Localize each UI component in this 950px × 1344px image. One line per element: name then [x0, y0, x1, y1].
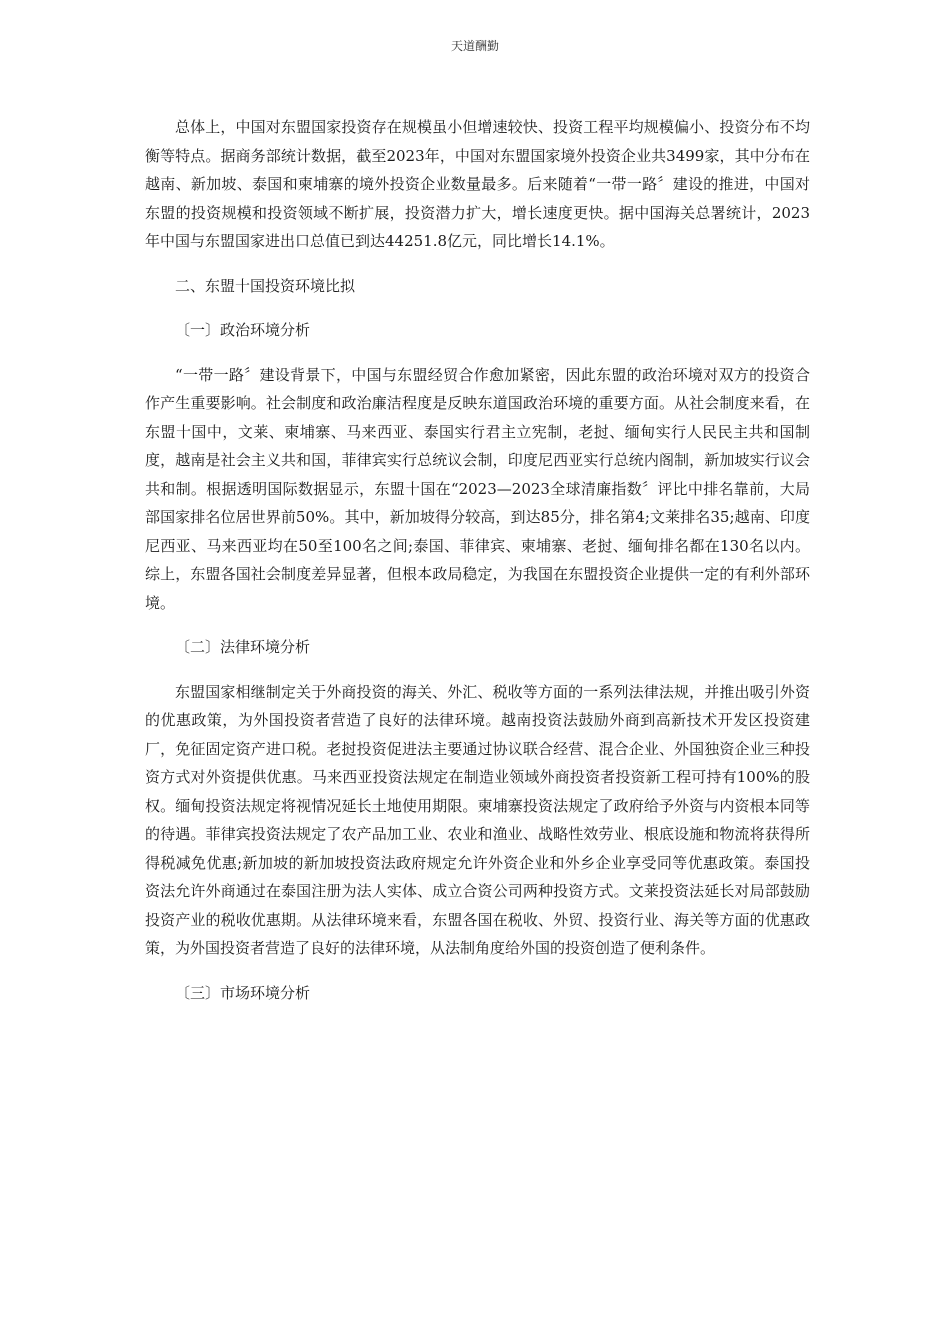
section-heading-comparison: 二、东盟十国投资环境比拟 — [175, 276, 356, 295]
paragraph-overview: 总体上，中国对东盟国家投资存在规模虽小但增速较快、投资工程平均规模偏小、投资分布不均衡等特点。据商务部统计数据，截至2023年，中国对东盟国家境外投资企业共3499家，其中分布在越南、新加坡、泰国和柬埔寨的境外投资企业数量最多。后来随着“一带一路〞建设的推进，中国对东盟的投资规模和投资领域不断扩展，投资潜力扩大，增长速度更快。据中国海关总署统计，2023年中国与东盟国家进出口总值已到达44251.8亿元，同比增长14.1%。 — [145, 118, 810, 250]
subheading-political-environment: 〔一〕政治环境分析 — [175, 321, 311, 339]
page-header: 天道酬勤 — [450, 39, 499, 53]
subheading-legal-environment: 〔二〕法律环境分析 — [175, 638, 311, 656]
paragraph-political-environment: “一带一路〞建设背景下，中国与东盟经贸合作愈加紧密，因此东盟的政治环境对双方的投资合作产生重要影响。社会制度和政治廉洁程度是反映东道国政治环境的重要方面。从社会制度来看，在东盟十国中，文莱、柬埔寨、马来西亚、泰国实行君主立宪制，老挝、缅甸实行人民民主共和国制度，越南是社会主义共和国，菲律宾实行总统议会制，印度尼西亚实行总统内阁制，新加坡实行议会共和制。根据透明国际数据显示，东盟十国在“2023—2023全球清廉指数〞评比中排名靠前，大局部国家排名位居世界前50%。其中，新加坡得分较高，到达85分，排名第4;文莱排名35;越南、印度尼西亚、马来西亚均在50至100名之间;泰国、菲律宾、柬埔寨、老挝、缅甸排名都在130名以内。综上，东盟各国社会制度差异显著，但根本政局稳定，为我国在东盟投资企业提供一定的有利外部环境。 — [145, 365, 810, 612]
document-body — [145, 113, 810, 1023]
subheading-market-environment: 〔三〕市场环境分析 — [175, 983, 311, 1002]
paragraph-legal-environment: 东盟国家相继制定关于外商投资的海关、外汇、税收等方面的一系列法律法规，并推出吸引外资的优惠政策，为外国投资者营造了良好的法律环境。越南投资法鼓励外商到高新技术开发区投资建厂，免征固定资产进口税。老挝投资促进法主要通过协议联合经营、混合企业、外国独资企业三种投资方式对外资提供优惠。马来西亚投资法规定在制造业领域外商投资者投资新工程可持有100%的股权。缅甸投资法规定将视情况延长土地使用期限。柬埔寨投资法规定了政府给予外资与内资根本同等的待遇。菲律宾投资法规定了农产品加工业、农业和渔业、战略性效劳业、根底设施和物流将获得所得税减免优惠;新加坡的新加坡投资法政府规定允许外资企业和外乡企业享受同等优惠政策。泰国投资法允许外商通过在泰国注册为法人实体、成立合资公司两种投资方式。文莱投资法延长对局部鼓励投资产业的税收优惠期。从法律环境来看，东盟各国在税收、外贸、投资行业、海关等方面的优惠政策，为外国投资者营造了良好的法律环境，从法制角度给外国的投资创造了便利条件。 — [145, 682, 810, 957]
